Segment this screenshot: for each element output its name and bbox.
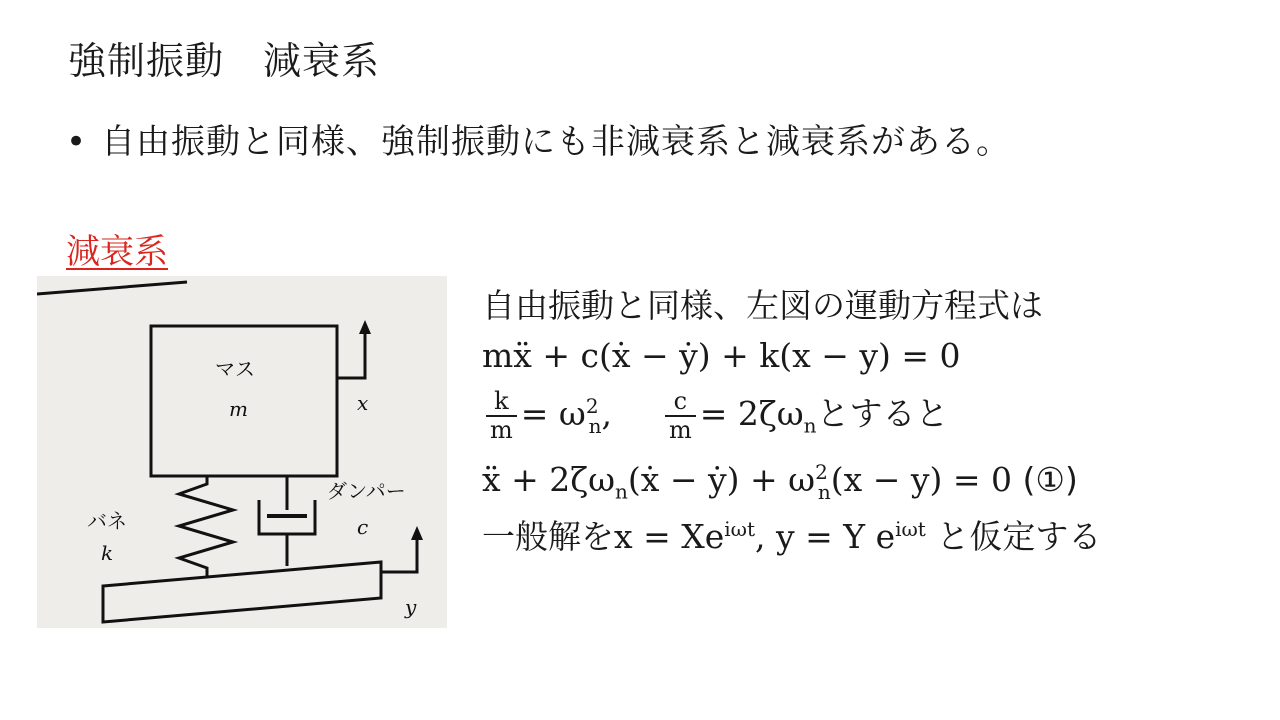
bullet-text: 自由振動と同様、強制振動にも非減衰系と減衰系がある。 — [101, 122, 1012, 162]
damper-symbol: c — [357, 515, 369, 539]
x-symbol: x — [357, 391, 369, 415]
spring — [179, 476, 233, 578]
spring-label: バネ — [87, 509, 127, 533]
figure-drawing — [37, 276, 447, 628]
section-heading: 減衰系 — [66, 232, 168, 272]
equation-intro: 自由振動と同様、左図の運動方程式は — [482, 286, 1043, 325]
fraction-k-over-m: $\frac{k}{m}$ — [486, 388, 517, 443]
slide-title: 強制振動 減衰系 — [68, 39, 381, 83]
equation-tag: (①) — [1022, 460, 1078, 499]
general-solution-line: 一般解を$x = Xe^{i\omega t}$, y = Y $e^{i\omega t}$ と仮定する — [482, 517, 1102, 556]
normalized-equation: ẍ + $2\zeta\omega_n(ẋ$ − ẏ) + $\omega^2_n(x - y) = 0$ (①) — [482, 460, 1078, 504]
bullet-item — [66, 114, 1011, 163]
damper-label: ダンパー — [327, 479, 406, 503]
spring-mass-damper-figure — [37, 276, 447, 628]
mass-symbol: m — [229, 397, 248, 421]
bullet-marker: • — [66, 122, 88, 162]
base-plate — [103, 562, 381, 622]
y-symbol: y — [405, 595, 417, 619]
equation-of-motion: mẍ + c(ẋ − ẏ) + k(x − y) = 0 — [482, 336, 961, 375]
spring-symbol: k — [101, 541, 114, 565]
substitution-line: $\frac{k}{m}$ = $\omega^2_n$, $\frac{c}{m}$ = $2\zeta\omega_n$とすると — [482, 388, 949, 443]
mass-label: マス — [215, 357, 255, 381]
fraction-c-over-m: $\frac{c}{m}$ — [665, 388, 696, 443]
